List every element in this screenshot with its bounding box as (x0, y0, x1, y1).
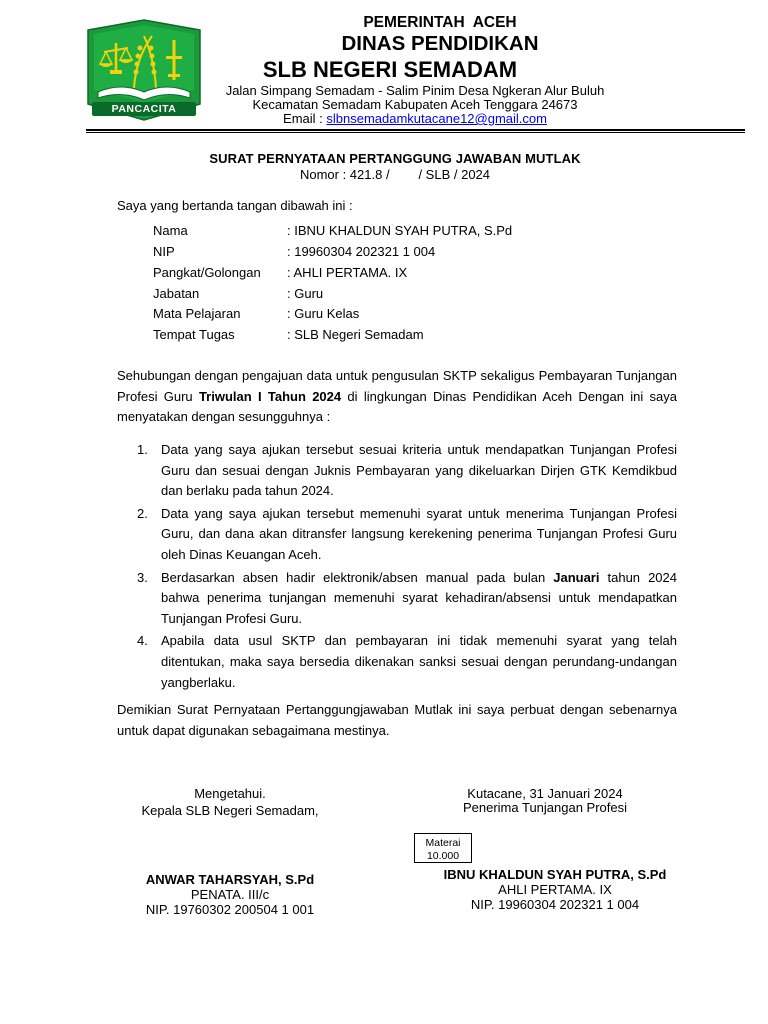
identity-value-name: : IBNU KHALDUN SYAH PUTRA, S.Pd (287, 223, 513, 238)
header-school: SLB NEGERI SEMADAM (262, 57, 518, 82)
list-item-text-b: tahun 2024 bahwa penerima tunjangan memenuhi syarat kehadiran/absensi untuk mendapatkan Tunjangan Profesi Guru. (161, 569, 677, 626)
header-government: PEMERINTAH ACEH (363, 14, 517, 31)
left-signer-rank: PENATA. III/c (190, 887, 270, 902)
identity-label-workplace: Tempat Tugas (153, 327, 235, 342)
list-item (137, 631, 677, 693)
header-address-line2: Kecamatan Semadam Kabupaten Aceh Tenggara 24673 (252, 97, 578, 112)
left-signature-block (100, 786, 360, 818)
closing-paragraph: Demikian Surat Pernyataan Pertanggungjawaban Mutlak ini saya perbuat dengan sebenarnya untuk dapat digunakan sebagaimana mestinya. (117, 702, 677, 738)
statement-list (137, 440, 677, 695)
right-signer-nip: NIP. 19960304 202321 1 004 (470, 897, 640, 912)
identity-value-workplace: : SLB Negeri Semadam (287, 327, 424, 342)
identity-value-rank: : AHLI PERTAMA. IX (287, 265, 408, 280)
list-item (137, 568, 677, 630)
header-address-line1: Jalan Simpang Semadam - Salim Pinim Desa Ngkeran Alur Buluh (225, 83, 605, 98)
right-signature-title: Penerima Tunjangan Profesi (462, 800, 628, 815)
identity-label-rank: Pangkat/Golongan (153, 265, 261, 280)
left-signature-title: Kepala SLB Negeri Semadam, (141, 803, 319, 818)
right-signer-rank: AHLI PERTAMA. IX (498, 882, 612, 897)
intro-text: Saya yang bertanda tangan dibawah ini : (117, 198, 353, 213)
logo-banner-text: PANCACITA (111, 103, 177, 115)
materai-value: 10.000 (426, 849, 460, 862)
header-divider-thin (86, 132, 745, 133)
identity-label-name: Nama (153, 223, 188, 238)
body-paragraph-text-a: Sehubungan dengan pengajuan data untuk pengusulan SKTP sekaligus Pembayaran Tunjangan Profesi Guru (117, 368, 677, 404)
header-email-line (190, 111, 640, 126)
materai-stamp-box (414, 833, 472, 863)
list-item (137, 504, 677, 566)
identity-value-nip: : 19960304 202321 1 004 (287, 244, 436, 259)
header-department: DINAS PENDIDIKAN (341, 32, 539, 55)
left-signer (100, 872, 360, 917)
identity-label-subject: Mata Pelajaran (153, 306, 241, 321)
right-signer (420, 867, 690, 912)
left-signature-acknowledge: Mengetahui. (194, 786, 266, 801)
list-item-number: 3. (137, 569, 148, 585)
identity-value-subject: : Guru Kelas (287, 306, 360, 321)
list-item-text: Data yang saya ajukan tersebut memenuhi syarat untuk menerima Tunjangan Profesi Guru, dan dana akan ditransfer langsung kerekening penerima Tunjangan Profesi Guru oleh Dinas Keuangan Aceh. (161, 505, 677, 562)
materai-label: Materai (425, 837, 461, 849)
identity-value-position: : Guru (287, 286, 324, 301)
right-signature-block (430, 786, 660, 815)
list-item-number: 4. (137, 633, 148, 649)
identity-label-nip: NIP (153, 244, 175, 259)
left-signer-nip: NIP. 19760302 200504 1 001 (145, 902, 315, 917)
list-item-number: 1. (137, 442, 148, 457)
list-item-number: 2. (137, 505, 148, 521)
body-paragraph-bold: Triwulan I Tahun 2024 (198, 388, 342, 404)
body-paragraph-text-b: di lingkungan Dinas Pendidikan Aceh Dengan ini saya menyatakan dengan sesungguhnya : (117, 388, 677, 425)
document-number: Nomor : 421.8 / / SLB / 2024 (299, 167, 491, 182)
document-title: SURAT PERNYATAAN PERTANGGUNG JAWABAN MUTLAK (209, 151, 581, 166)
right-signer-name: IBNU KHALDUN SYAH PUTRA, S.Pd (443, 867, 667, 882)
list-item-text: Data yang saya ajukan tersebut sesuai kriteria untuk mendapatkan Tunjangan Profesi Guru dan sesuai dengan Juknis Pembayaran yang dikeluarkan Dirjen GTK Kemdikbud dan berlaku pada tahun 2024. (161, 442, 677, 499)
list-item-bold: Januari (553, 569, 600, 585)
list-item-text: Apabila data usul SKTP dan pembayaran ini tidak memenuhi syarat yang telah ditentukan, maka saya bersedia dikenakan sanksi sesuai dengan perundang-undangan yangberlaku. (161, 633, 677, 690)
right-signature-date: Kutacane, 31 Januari 2024 (467, 786, 623, 801)
body-paragraph (117, 366, 677, 428)
identity-label-position: Jabatan (153, 286, 200, 301)
header-divider-thick (86, 129, 745, 131)
email-label: Email : (283, 111, 327, 126)
list-item (137, 440, 677, 502)
list-item-text-a: Berdasarkan absen hadir elektronik/absen manual pada bulan (161, 569, 554, 585)
email-link[interactable]: slbnsemadamkutacane12@gmail.com (326, 111, 547, 126)
left-signer-name: ANWAR TAHARSYAH, S.Pd (145, 872, 315, 887)
